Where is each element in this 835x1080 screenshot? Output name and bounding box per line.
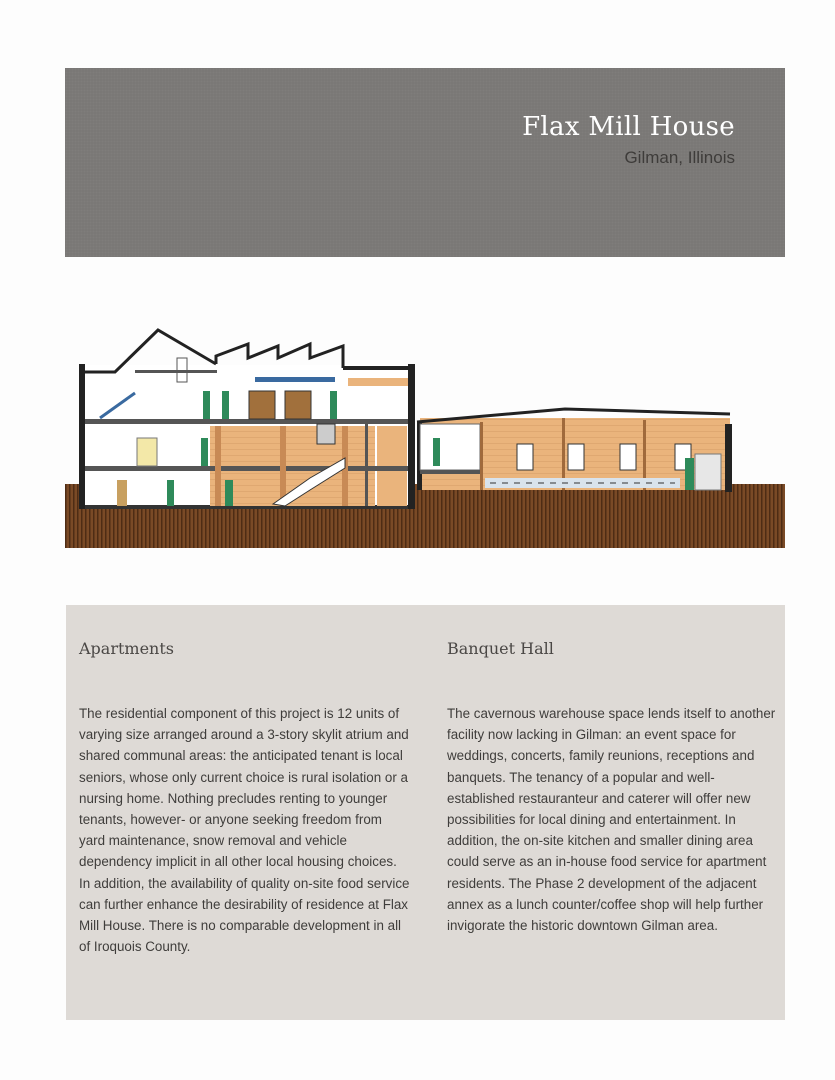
banquet-hall-annex	[417, 409, 732, 492]
banquet-hall-heading: Banquet Hall	[447, 639, 554, 658]
apartments-heading: Apartments	[79, 639, 174, 658]
apartments-body: The residential component of this project is 12 units of varying size arranged around a 3-story skylit atrium and shared communal areas: the anticipated tenant is local seniors, whose only current choice is rural isolation or a nursing home. Nothing precludes renting to younger tenants, however- or anyone seeking freedom from yard maintenance, snow removal and vehicle dependency implicit in all other local housing choices. In addition, the availability of quality on-site food service can further enhance the desirability of residence at Flax Mill House. There is no comparable development in all of Iroquois County.	[79, 706, 410, 955]
header-band	[65, 68, 785, 257]
banquet-hall-body: The cavernous warehouse space lends itself to another facility now lacking in Gilman: an event space for weddings, concerts, family reunions, receptions and banquets. The tenancy of a popular and well-established restauranteur and caterer will offer new possibilities for local dining and entertainment. In addition, the on-site kitchen and smaller dining area could serve as an in-house food service for apartment residents. The Phase 2 development of the adjacent annex as a lunch counter/coffee shop will help further invigorate the historic downtown Gilman area.	[447, 706, 776, 934]
page-subtitle: Gilman, Illinois	[624, 148, 735, 167]
text-panel	[66, 605, 785, 1020]
main-building	[79, 330, 415, 509]
building-section-drawing	[65, 318, 785, 550]
page-title: Flax Mill House	[522, 112, 735, 142]
